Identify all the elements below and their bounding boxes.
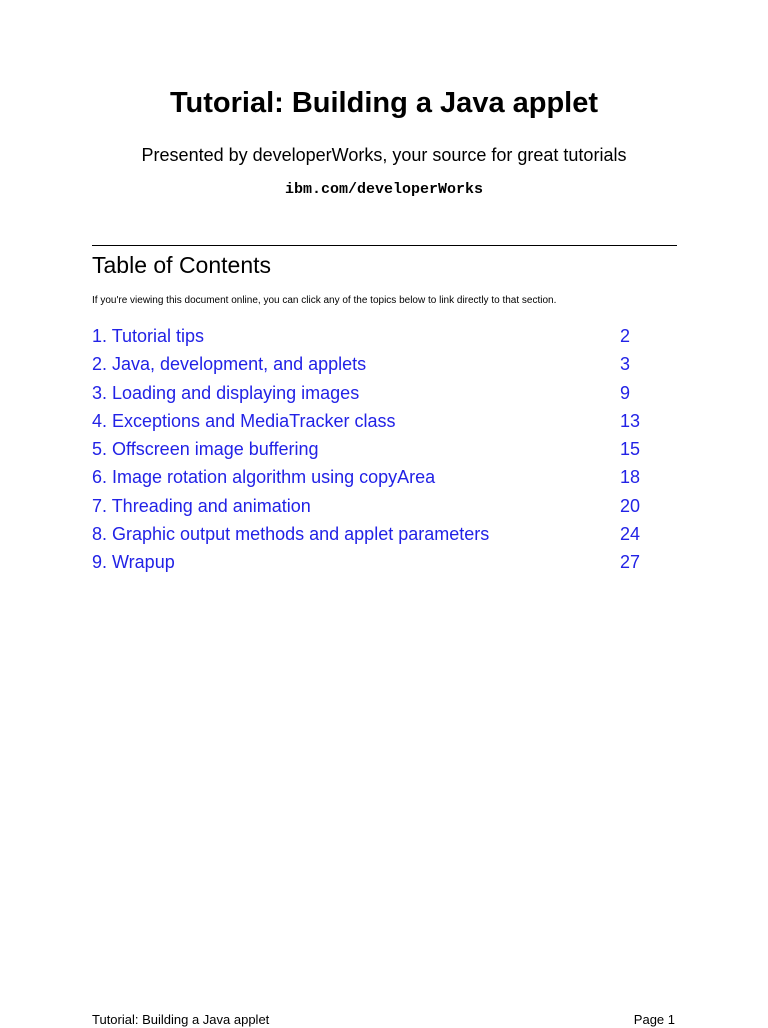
toc-item-label[interactable]: 9. Wrapup	[92, 552, 175, 573]
toc-item-label[interactable]: 7. Threading and animation	[92, 495, 311, 516]
toc-item-page[interactable]: 2	[620, 326, 631, 346]
toc-item-page[interactable]: 24	[620, 524, 641, 545]
toc-item-label[interactable]: 6. Image rotation algorithm using copyArea	[92, 467, 436, 488]
site-url: ibm.com/developerWorks	[284, 181, 484, 198]
toc-item-threading-animation[interactable]	[92, 492, 652, 520]
toc-item-graphic-output[interactable]	[92, 520, 652, 548]
toc-item-exceptions-mediatracker[interactable]	[92, 407, 652, 435]
toc-item-label[interactable]: 3. Loading and displaying images	[92, 382, 360, 403]
toc-item-page[interactable]: 18	[620, 467, 641, 488]
toc-item-tutorial-tips[interactable]	[92, 322, 652, 350]
document-subtitle: Presented by developerWorks, your source for great tutorials	[141, 145, 627, 165]
toc-item-loading-displaying-images[interactable]	[92, 379, 652, 407]
toc-item-java-development-applets[interactable]	[92, 350, 652, 378]
toc-item-page[interactable]: 15	[620, 439, 641, 460]
toc-item-page[interactable]: 3	[620, 354, 631, 375]
document-title: Tutorial: Building a Java applet	[169, 87, 599, 119]
toc-list	[92, 322, 652, 577]
toc-item-page[interactable]: 13	[620, 410, 641, 431]
toc-intro: If you're viewing this document online, you can click any of the topics below to link directly to that section.	[92, 295, 557, 306]
toc-item-offscreen-buffering[interactable]	[92, 435, 652, 463]
footer-page-number: Page 1	[633, 1012, 675, 1027]
toc-item-label[interactable]: 8. Graphic output methods and applet parameters	[92, 524, 490, 545]
toc-item-label[interactable]: 1. Tutorial tips	[92, 326, 205, 346]
toc-item-label[interactable]: 4. Exceptions and MediaTracker class	[92, 410, 396, 431]
footer-title: Tutorial: Building a Java applet	[92, 1012, 270, 1027]
toc-item-image-rotation[interactable]	[92, 463, 652, 491]
toc-item-page[interactable]: 20	[620, 495, 641, 516]
toc-item-wrapup[interactable]	[92, 548, 652, 576]
toc-item-label[interactable]: 5. Offscreen image buffering	[92, 439, 319, 460]
section-divider	[92, 245, 677, 246]
toc-heading: Table of Contents	[92, 252, 272, 278]
toc-item-page[interactable]: 9	[620, 382, 631, 403]
toc-item-page[interactable]: 27	[620, 552, 641, 573]
toc-item-label[interactable]: 2. Java, development, and applets	[92, 354, 367, 375]
